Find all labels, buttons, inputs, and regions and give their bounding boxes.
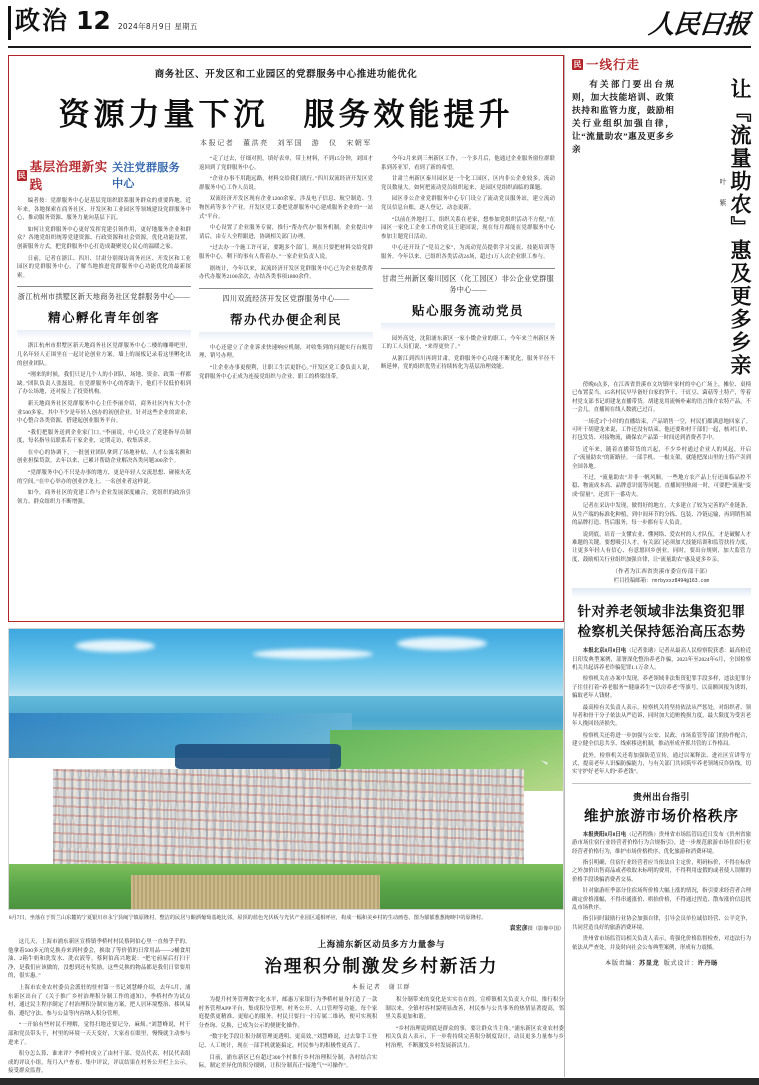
body-paragraph: “过去办一个施工许可证，要跑多个部门。现在只要把材料交给党群服务中心，剩下的事有人帮着办。”一家企业负责人说。 (199, 245, 373, 260)
body-paragraph: “乡村治理说到底是群众的事，要让群众当主角。”浦东新区农业农村委相关负责人表示，下一步将持续完善积分制度设计，动员更多力量参与乡村治理，不断激发乡村发展新活力。 (385, 1025, 565, 1049)
masthead-left (8, 8, 198, 33)
body-paragraph: “走了过去，仔细对照，填好表单，带上材料，不到15分钟，刘国才返回到了党群服务中心。 (199, 156, 373, 171)
body-paragraph: 最高检有关负责人表示，检察机关将坚持依法从严惩处，对组织者、领导者和骨干分子依法从严追诉，同时加大追赃挽损力度，最大限度为受害老年人挽回经济损失。 (572, 704, 751, 728)
body-paragraph: “让企业办事更便利，让职工生活更舒心。”开发区党工委负责人说，党群服务中心正成为连接党组织与企业、职工的桥梁纽带。 (199, 364, 373, 380)
body-paragraph (572, 831, 751, 856)
dateline: 本报贵阳8月8日电 (582, 831, 627, 838)
story-column-2 (199, 155, 373, 509)
body-paragraph: 甘肃兰州新区秦川园区是一个化工园区，区内非公企业较多，流动党员数量大。如何把流动党员组织起来，是园区党组织面临的课题。 (381, 176, 555, 191)
photo-roof-texture (53, 769, 524, 870)
body-paragraph: 傍晚6点多，在江西省贵溪市文坊镇叶家村的中心广场上，摊位、桌椅已布置妥当，15名村民早早备好自家的笋干、干豇豆、菌菇等土特产，等着村党支部书记胡建龙直播带货。胡建龙用流畅朴素的语言推介农特产品，不一会儿，直播间在线人数就已过百。 (572, 382, 751, 414)
body-paragraph: 据统计，今年以来，双流经济开发区党群服务中心已为企业提供帮办代办服务2100余次，办结各类事项1800余件。 (199, 265, 373, 281)
body-paragraph: 如今，商务社区的党建工作与企业发展深度融合，党组织的政治引领力、群众组织力不断增强。 (17, 490, 191, 505)
bottom-story-byline: 本报记者 谢卫群 (351, 985, 411, 991)
sidebar-article-two (572, 603, 751, 777)
column-article-lead: 有关部门要出台规则，加大技能培训、政策扶持和监管力度，鼓励相关行业组织加强自律，让“流量助农”惠及更多乡亲 (572, 79, 674, 154)
bottom-sub-column-b (385, 996, 564, 1074)
aerial-village-photo (8, 628, 564, 910)
section-label (17, 157, 191, 193)
body-paragraph: 记者在采访中发现，做得好的地方，大多建立了较为完善的产业链条。从生产端的标准化种植，到中间环节的分拣、包装、冷链运输，再到销售端的品牌打造、售后服务，每一步都有专人负责。 (572, 503, 751, 527)
body-paragraph: “刚来的时候，我们只是几个人的小团队，场地、资金、政策一样都缺。”团队负责人张磊说，在党群服务中心的帮助下，他们不仅低价租到了办公场地，还对接上了投资机构。 (17, 372, 191, 396)
vertical-headline-wrap (679, 78, 751, 377)
body-paragraph: 积分制带来的变化是实实在在的。宣桥镇相关负责人介绍，推行积分制以来，全镇村容村貌明显改善，村民参与公共事务的热情显著提高，邻里关系更加和谐。 (385, 997, 565, 1021)
sub-story-title: 精心孵化青年创客 (47, 310, 160, 326)
paragraph-text: （记者程焕）贵州省市场监管局近日发布《贵州省旅游市场住宿行业经营者价格行为合规指引》，进一步规范旅游市场住宿行业经营者价格行为，维护市场价格秩序，优化旅游和消费环境。 (572, 831, 751, 855)
gradient-band (17, 330, 191, 339)
designer-name: 许丹旸 (697, 960, 718, 968)
body-paragraph: 一场近3个小时的直播结束，产品销售一空，村民们都满意地回家了。可叶干胡建龙来说，工作还没有结束。他还要和村干部们一起，核对订单、打包发货、对接物流，确保农产品第一时间送到消费者手中。 (572, 418, 751, 442)
body-paragraph: 检察机关在办案中发现，养老领域非法集资犯罪手段多样，违法犯罪分子往往打着“养老服务”“健康养生”“以房养老”等旗号，以高额回报为诱饵，骗取老年人钱财。 (572, 676, 751, 700)
body-paragraph: 针对旅游旺季部分住宿场所价格大幅上涨的情况，指引要求经营者合理确定价格涨幅，不得串通涨价、哄抬价格，不得通过捏造、散布涨价信息扰乱市场秩序。 (572, 888, 751, 912)
masthead (8, 6, 751, 48)
page-number: 12 (76, 6, 111, 35)
body-paragraph: 园外高处，沈阳浦东新区一家小微企业的职工、今年来兰州新区务工的工人员们说，“来得更快了。” (381, 335, 555, 351)
sub-story-title: 贴心服务流动党员 (411, 302, 524, 318)
paper-logo: 人民日报 (647, 10, 751, 39)
body-paragraph: 中心还开设了“党员之家”，为流动党员提供学习交流、技能培训等服务。今年以来，已组织各类活动24场，超过1万人次企业职工参与。 (381, 245, 555, 260)
vertical-headline: 让『流量助农』惠及更多乡亲 (728, 78, 752, 377)
newspaper-page (0, 6, 759, 1085)
body-paragraph: 指引明确，住宿行业经营者应当依法自主定价，明码标价，不得在标价之外加价出售商品或者收取未标明的费用，不得利用虚假的或者使人误解的价格手段诱骗消费者交易。 (572, 860, 751, 883)
section-label-mark: 民 (573, 59, 582, 69)
body-paragraph: “党群服务中心不只是办事的地方，更是年轻人交流思想、碰撞火花的空间。”在中心举办的创业沙龙上，一名创业者这样说。 (17, 470, 191, 485)
article-two-headline-line1: 针对养老领域非法集资犯罪 (577, 604, 746, 621)
section-name: 政治 (15, 6, 70, 35)
story-column-1 (17, 155, 191, 509)
main-column (8, 55, 564, 1077)
column-attribution: （作者为江西省贵溪市委宣传部干部） (612, 569, 711, 576)
bottom-column-mid (199, 938, 564, 1079)
top-story-byline: 本报记者 董洪亮 刘军国 游 仪 宋朝军 (200, 139, 372, 147)
divider (17, 286, 191, 287)
divider (381, 268, 555, 269)
gradient-band (381, 323, 555, 332)
bottom-column-left (8, 938, 191, 1079)
body-paragraph: 贵州省市场监管局相关负责人表示，将强化价格监督检查，对违法行为依法从严查处，并及时向社会公布典型案例，形成有力震慑。 (572, 936, 751, 951)
cloud-shape (253, 649, 373, 659)
sub-story-title: 帮办代办便企利民 (229, 311, 342, 327)
sidebar-divider-band (572, 588, 751, 598)
body-paragraph: 目前，浦东新区已有超过300个村推行乡村治理积分制。各村结合实际，制定差异化的积分细则，让积分制真正“接地气”“可操作”。 (198, 1054, 378, 1070)
bottom-story-columns (199, 996, 564, 1074)
body-paragraph: 不过，“流量助农”并非一帆风顺。一些地方农产品上行还面临品控不稳、物流成本高、品牌意识弱等问题。直播间里热闹一时，可要把“流量”变成“留量”，还需下一番功夫。 (572, 475, 751, 498)
body-paragraph: 在中心的协调下，一批创业团队拿到了场地补贴、人才公寓名额和创业担保贷款。去年以来，已累计帮助企业解决各类问题300余个。 (17, 449, 191, 465)
body-paragraph: 指引同时鼓励行业协会加强自律，引导会员单位诚信经营、公平竞争，共同营造良好的旅游消费环境。 (572, 916, 751, 931)
story-column-3 (381, 155, 555, 509)
sub-story-lead: 四川双流经济开发区党群服务中心—— (222, 294, 350, 303)
article-three-kicker: 贵州出台指引 (632, 791, 690, 802)
page-bottom-bar (0, 1078, 759, 1085)
photo-credit (8, 923, 564, 932)
paragraph-text: （记者张璁）记者从最高人民检察院获悉：最高检近日印发典型案例，部署深化整治养老诈骗，2023年至2024年6月，全国检察机关共起诉养老诈骗犯罪1.1万余人。 (572, 648, 751, 671)
body-paragraph: 上海市农业农村委员会派驻的驻村第一书记刘慧峰介绍，去年5月，浦东新区出台了《关于推广乡村治理积分制工作的通知》，季桥村作为试点村，通过民主程序制定了村治理积分制实施方案，把人居环境整治、移风易俗、遵纪守法、参与公益等内容纳入积分管理。 (8, 984, 191, 1017)
bottom-story-headline: 治理积分制激发乡村新活力 (264, 957, 499, 977)
sidebar-section-title: 一线行走 (586, 58, 641, 72)
article-three-headline: 维护旅游市场价格秩序 (584, 808, 739, 825)
bottom-sub-column-a (199, 996, 378, 1074)
top-story-kicker: 商务社区、开发区和工业园区的党群服务中心推进功能优化 (154, 70, 418, 80)
photo-credit-name: 袁宏彦 (509, 926, 528, 932)
photo-plowed-field (131, 875, 380, 909)
body-paragraph: 园区非公企业党群服务中心专门设立了流动党员服务站，建立流动党员信息台账，逐人登记、动态更新。 (381, 196, 555, 211)
body-paragraph: 这几天，上海市浦东新区宣桥镇季桥村村民蔡阿伯心里一直热乎乎的。他拿着500多元的兑换券来到村委会，换取了等价值的日常用品——2桶食用油、2箱牛奶和洗发水、洗衣液等。蔡阿伯高兴地说：“把宅前屋后打扫干净，是我们应该做的，没想到还有奖励，这些兑换的物品都是我们日常要用的，很实惠。” (8, 939, 191, 980)
body-paragraph: 为提升村务管理数字化水平，邮惠万家银行为季桥村量身打造了一款村务管理APP平台，集成积分管理、村务公开、人口管理等功能。每个家庭提供更精准、更贴心的服务。村民只要扫一扫专属二维码，便可实现积分查询、兑换，已成为公示的便捷化操作。 (198, 997, 378, 1029)
body-paragraph: 中心设置了企业服务专窗，推行“帮办代办”服务机制。企业提出申请后，由专人全程跟进，协调相关部门办理。 (199, 225, 373, 240)
intro-paragraph: 日前，记者在浙江、四川、甘肃分别探访商务社区、开发区和工业园区的党群服务中心，了解当地推进党群服务中心功能优化的最新探索。 (17, 255, 191, 279)
publication-date: 2024年8月9日 星期五 (117, 21, 198, 31)
sub-story-2-header (199, 288, 373, 341)
mailbox-label: 栏目投稿邮箱： (613, 578, 652, 585)
sidebar-article-three (572, 790, 751, 952)
article-two-headline-line2: 检察机关保持惩治高压态势 (577, 624, 746, 641)
body-paragraph: 今年2月来到三州新区工作，一个多月后，他通过企业服务窗位群联系到苏亚军，看到了新的希望。 (381, 156, 555, 171)
body-paragraph: 新天地商务社区党群服务中心主任李丽介绍，商务社区内有大小企业500多家，其中不少是年轻人创办的初创企业。针对这些企业的需求，中心整合各类资源，搭建起创业服务平台。 (17, 400, 191, 425)
designer-label: 版式设计： (663, 960, 698, 968)
column-mailbox (572, 576, 751, 584)
section-label-primary: 基层治理新实践 (29, 160, 108, 192)
column-article-lead-wrap (572, 78, 674, 377)
sub-story-lead: 浙江杭州市拱墅区新天地商务社区党群服务中心—— (17, 293, 191, 302)
body-paragraph (572, 647, 751, 672)
intro-paragraph: 如何让党群服务中心更好发挥党建引领作用，更好地服务企业和群众？各地党组织统筹党建资源、行政资源和社会资源，优化功能设置，创新服务方式，把党群服务中心打造成凝聚党心民心的温暖之家。 (17, 226, 191, 250)
column-author: 叶 紫 (718, 178, 727, 209)
column-article-top (572, 78, 751, 377)
body-paragraph: 说到底，培育一支懂农业、懂网络、爱农村的人才队伍，才是破解人才难题的关键。要想吸引人才，有关部门必须加大技能培训和监管扶持力度，让更多年轻人有信心、有意愿回乡创业。同时，要出台规则，加大监管力度，鼓励相关行业组织加强自律，让“流量助农”惠及更多乡亲。 (572, 531, 751, 563)
body-paragraph: 中心还建立了企业诉求快速响应机制，对收集到的问题实行台账管理、销号办理。 (199, 344, 373, 360)
bottom-story-kicker: 上海浦东新区动员多方力量参与 (317, 939, 446, 949)
column-article-body (572, 381, 751, 584)
page-footer-credit (572, 958, 751, 967)
photo-credit-source: 摄（影像中国） (527, 926, 564, 932)
top-story-box (8, 55, 564, 622)
body-paragraph: “我们把服务送到企业家门口。”李丽说，中心设立了党建指导员制度，每名指导员联系若干家企业，定期走访，收集诉求。 (17, 429, 191, 445)
body-paragraph: “数字化手段让积分制管理更透明、更高效。”刘慧峰说，过去靠手工登记、人工统计，现在一部手机就能搞定，村民参与的积极性更高了。 (198, 1034, 378, 1049)
body-paragraph: 双流经济开发区现有企业1200余家，涉及电子信息、航空制造、生物医药等多个产业。开发区党工委把党群服务中心建成服务企业的“一站式”平台。 (199, 196, 373, 220)
body-paragraph: 此外，检察机关还将加强防范宣传，通过以案释法、进社区宣讲等方式，提高老年人识骗防骗能力，与有关部门共同筑牢养老领域反诈防线，切实守护好老年人的“养老钱”。 (572, 752, 751, 776)
editor-label: 本版责编： (605, 960, 639, 968)
mailbox-email[interactable]: rmrbyxxz8494@163.com (651, 579, 710, 585)
sub-story-lead: 甘肃兰州新区秦川园区（化工园区）非公企业党群服务中心—— (381, 274, 555, 294)
body-paragraph: 检察机关还将进一步加强与公安、民政、市场监管等部门的协作配合，建立健全信息共享、线索移送机制，推动形成齐抓共管的工作格局。 (572, 732, 751, 748)
body-paragraph: “以前在外地打工，组织关系在老家，想参加党组织活动不方便。”在园区一家化工企业工作的党员王建国说，现在每月都能在党群服务中心参加主题党日活动。 (381, 216, 555, 240)
bottom-section (8, 938, 564, 1079)
body-paragraph: 浙江杭州市拱墅区新天地商务社区党群服务中心二楼的咖啡吧里，几名年轻人正围坐在一起讨论创业方案。墙上的展板记录着这里孵化出的创业团队。 (17, 343, 191, 367)
sidebar-section-label (572, 55, 751, 73)
top-story-headline: 资源力量下沉 服务效能提升 (58, 97, 514, 133)
body-paragraph: 从浙江到四川再到甘肃，党群服务中心功能不断优化，服务半径不断延伸，党的组织优势正持续转化为基层治理效能。 (381, 355, 555, 371)
body-paragraph: 近年来，随着直播带货的兴起，不少乡村通过企业人的风起，开启了“流量助农”的新路径。一部手机、一根支架，就能把深山里的土特产卖到全国各地。 (572, 446, 751, 470)
editor-name: 苏显龙 (638, 960, 660, 968)
sidebar-divider (572, 783, 751, 784)
sub-story-3-header (381, 268, 555, 332)
section-label-secondary: 关注党群服务中心 (112, 162, 180, 190)
sub-story-1-header (17, 286, 191, 339)
body-paragraph: 积分怎么算、谁来评？季桥村成立了由村干部、党员代表、村民代表组成的评议小组，每月入户查看、集中评议，评议结果在村务公开栏上公示，接受群众监督。 (8, 1051, 191, 1075)
page-body (8, 55, 751, 1077)
top-story-columns (17, 155, 555, 509)
section-label-mark: 民 (17, 170, 26, 180)
dateline: 本报北京8月8日电 (582, 648, 627, 655)
divider (199, 288, 373, 289)
sidebar (564, 55, 751, 1077)
gradient-band (199, 332, 373, 341)
body-paragraph: “一开始有些村民不理解，觉得扫地还要记分，麻烦。”刘慧峰说，村干部和党员带头干，村里的环境一天天变好，大家看在眼里，慢慢就主动参与进来了。 (8, 1022, 191, 1046)
body-paragraph: “企业办事不用跑远路，材料交给我们就行。”四川双流经济开发区党群服务中心工作人员说。 (199, 176, 373, 191)
photo-caption: 8月7日，坐落在于贺兰山东麓的宁夏银川市永宁县闽宁镇原隆村，整洁的民居与酿酒葡萄基地比邻，屋顶的蓝色光伏板与光伏产业园区遥相呼应，构成一幅和美乡村的生动画卷。图为郁郁葱葱掩映中的原隆村。 (9, 915, 487, 921)
intro-paragraph: 编者按：党群服务中心是基层党组织联系服务群众的重要阵地。近年来，各地探索在商务社区、开发区和工业园区等领域建设党群服务中心，推动服务资源、服务力量向基层下沉。 (17, 198, 191, 222)
